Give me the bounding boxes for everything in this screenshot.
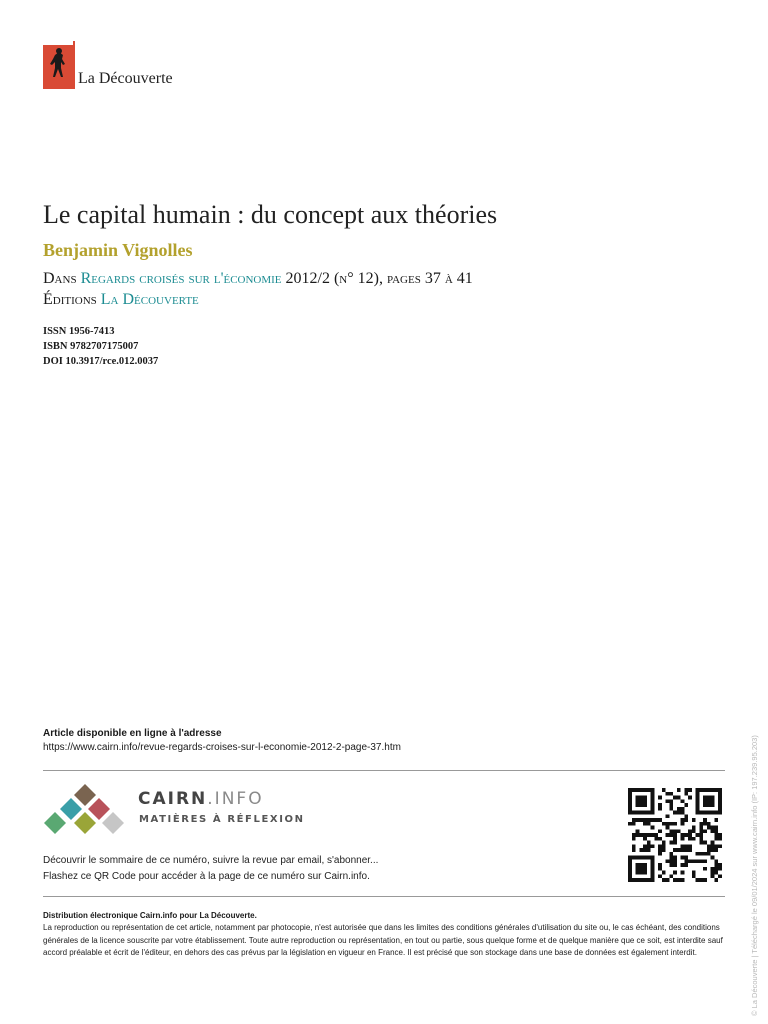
publisher-logo [43,41,193,91]
distribution-title: Distribution électronique Cairn.info pour La Découverte. [43,911,257,920]
journal-line [43,268,473,290]
identifier-block [43,324,158,369]
doi: DOI 10.3917/rce.012.0037 [43,356,159,367]
issue-number: 2012/2 (n° 12) [285,270,379,287]
editions-label: Éditions [43,291,97,308]
article-author[interactable]: Benjamin Vignolles [43,240,193,260]
article-title: Le capital humain : du concept aux théories [43,200,498,229]
in-label: Dans [43,270,77,287]
cairn-diamonds-icon [43,784,133,839]
online-label: Article disponible en ligne à l'adresse [43,728,222,739]
article-url-link[interactable]: https://www.cairn.info/revue-regards-croises-sur-l-economie-2012-2-page-37.htm [43,742,401,753]
diamond-bottom-left [44,812,66,834]
distribution-text: La reproduction ou représentation de cet article, notamment par photocopie, n'est autorisée que dans les limites des conditions générales d'utilisation du site ou, le cas échéant, des conditions générales de la licence souscrite par votre établissement. Toute autre reproduction ou représentation, en tout ou partie, sous quelque forme et de quelque manière que ce soit, est interdite sauf accord préalable et écrit de l'éditeur, en dehors des cas prévus par la législation en vigueur en France. Il est précisé que son stockage dans une base de données est également interdit. [43,923,723,957]
publisher-logo-name: La Découverte [78,70,173,87]
divider [43,770,725,771]
diamond-mid-right [88,798,110,820]
qr-code-icon[interactable] [626,788,724,882]
cairn-wordmark [138,789,264,809]
publisher-link[interactable]: La Découverte [100,291,199,308]
diamond-bottom-right [102,812,124,834]
divider [43,896,725,897]
publisher-logo-icon [43,41,75,89]
subscribe-note: Découvrir le sommaire de ce numéro, suivre la revue par email, s'abonner... [43,855,379,866]
cairn-tagline: MATIÈRES À RÉFLEXION [139,814,305,825]
cairn-logo[interactable] [43,784,305,839]
cairn-wordmark-suffix: .INFO [207,789,264,809]
page-range: , pages 37 à 41 [378,270,473,287]
issn: ISSN 1956-7413 [43,326,115,337]
qr-note: Flashez ce QR Code pour accéder à la page de ce numéro sur Cairn.info. [43,871,370,882]
publisher-line [43,289,199,311]
diamond-bottom-mid [74,812,96,834]
diamond-top [74,784,96,806]
isbn: ISBN 9782707175007 [43,341,139,352]
cairn-wordmark-main: CAIRN [138,789,208,809]
download-watermark: © La Découverte | Téléchargé le 09/01/2024 sur www.cairn.info (IP: 197.239.95.203) [750,735,759,1016]
diamond-mid-left [60,798,82,820]
journal-link[interactable]: Regards croisés sur l'économie [80,270,282,287]
